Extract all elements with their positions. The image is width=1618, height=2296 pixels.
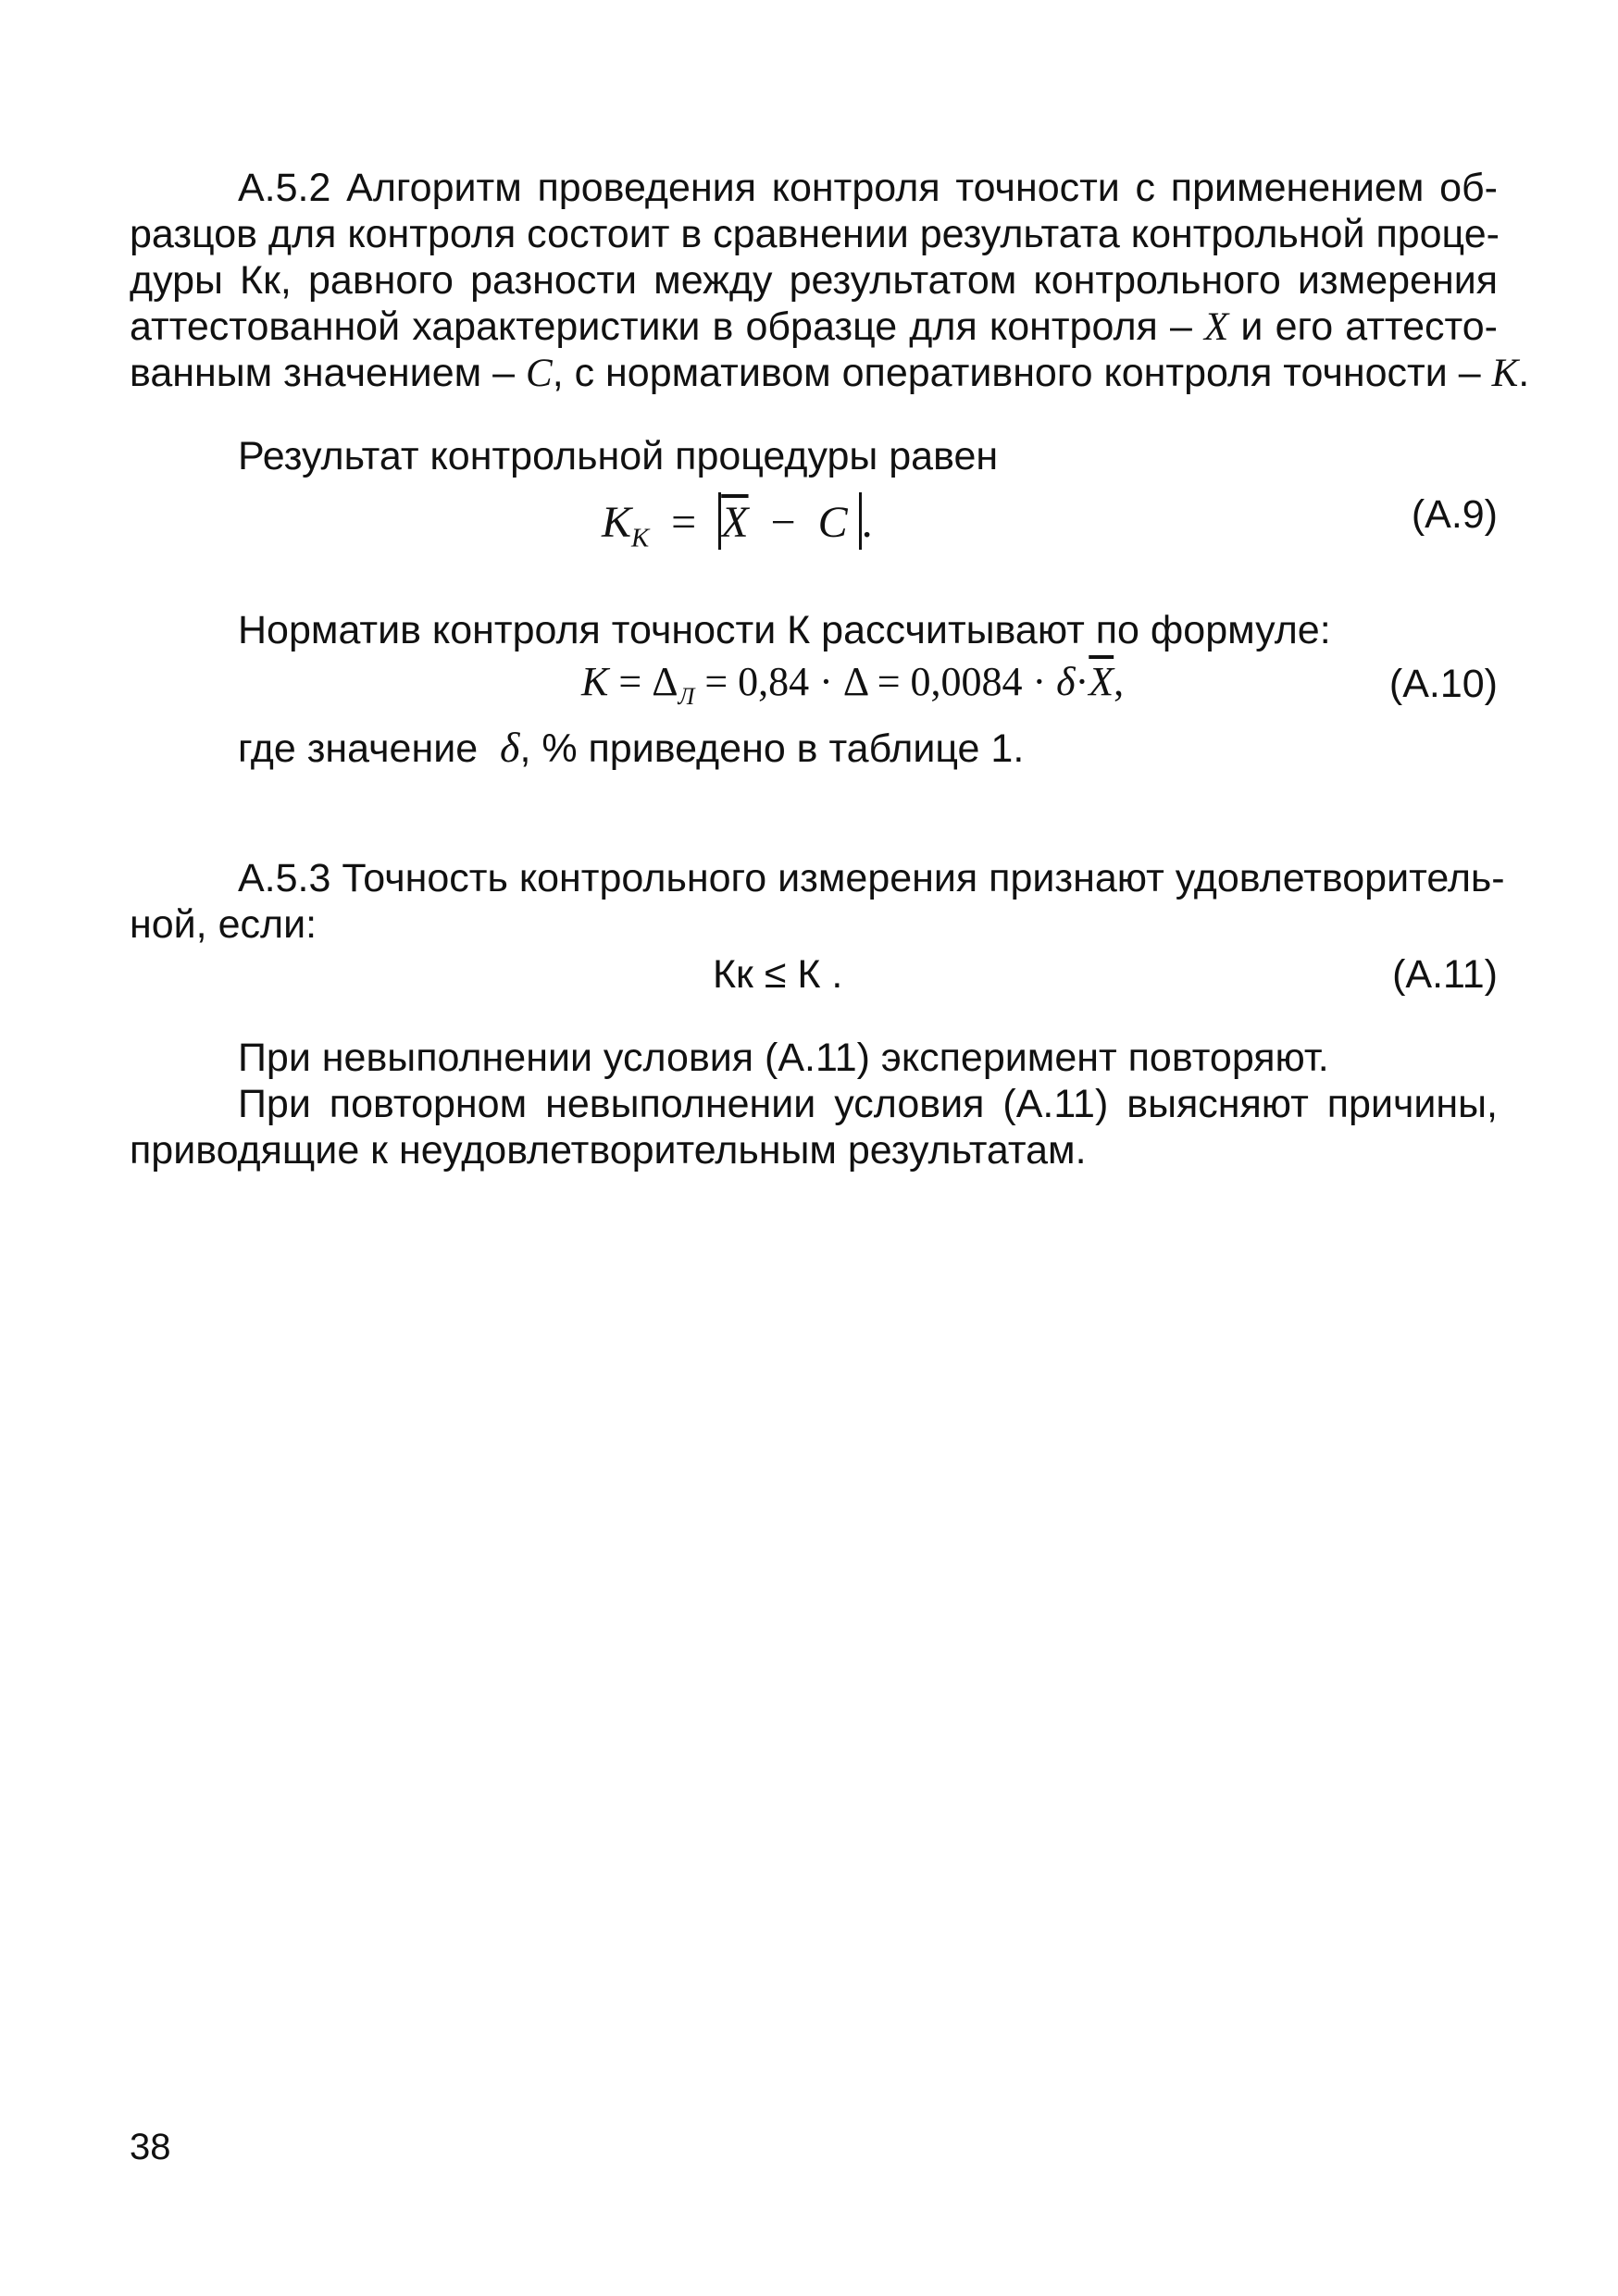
variable-delta: δ <box>500 724 520 771</box>
variable-x: X <box>1204 305 1229 349</box>
formula-a9-lhs-sub: К <box>631 523 650 553</box>
text-segment: , с нормативом оперативного контроля точности – <box>552 351 1481 395</box>
paragraph-a52-line-3: дуры Кк, равного разности между результатом контрольного измерения <box>130 258 1498 303</box>
repeat-text: При невыполнении условия (А.11) эксперимент повторяют. <box>238 1036 1329 1080</box>
equation-number-a9: (А.9) <box>1411 492 1498 537</box>
paragraph-a53-line-2: ной, если: <box>130 902 317 947</box>
repeat-text-2-line-1: При повторном невыполнении условия (А.11) выясняют причины, <box>238 1082 1498 1126</box>
paragraph-a52-line-5 <box>130 351 1530 395</box>
formula-a10-end: , <box>1114 659 1125 704</box>
text-segment: и его аттесто- <box>1240 304 1499 349</box>
formula-a10-delta-l: Δ <box>652 659 678 704</box>
paragraph-a52-line-2: разцов для контроля состоит в сравнении результата контрольной проце- <box>130 212 1500 256</box>
formula-a11: Кк ≤ К . <box>713 952 843 997</box>
formula-a9 <box>602 492 873 552</box>
text-segment: . <box>1518 351 1530 395</box>
text-segment: аттестованной характеристики в образце для контроля – <box>130 304 1192 349</box>
paragraph-a52-line-4 <box>130 304 1499 349</box>
paragraph-a53-line-1: А.5.3 Точность контрольного измерения признают удовлетворитель- <box>238 856 1505 900</box>
repeat-text-2-line-2: приводящие к неудовлетворительным результатам. <box>130 1128 1087 1173</box>
where-text <box>238 726 1024 769</box>
formula-a10-dot: · <box>1075 659 1089 704</box>
formula-a10-delta-l-sub: Л <box>678 681 695 710</box>
formula-a10-eq1: = <box>618 659 642 704</box>
result-text: Результат контрольной процедуры равен <box>238 434 999 478</box>
formula-a9-x-mean: $\overline{X}$ <box>721 498 749 547</box>
formula-a9-minus: − <box>770 498 796 547</box>
paragraph-a52-line-1: А.5.2 Алгоритм проведения контроля точности с применением об- <box>238 166 1498 210</box>
text-segment: где значение <box>238 726 479 771</box>
formula-a10 <box>581 659 1125 710</box>
variable-k: K <box>1491 352 1519 395</box>
formula-a9-lhs: K <box>602 498 632 547</box>
equation-number-a11: (А.11) <box>1392 952 1498 997</box>
formula-a10-rest: = 0,84 · Δ = 0,0084 · <box>704 659 1047 704</box>
formula-a9-end: . <box>861 498 873 547</box>
equation-number-a10: (А.10) <box>1388 662 1498 706</box>
formula-a9-equals: = <box>671 498 697 547</box>
formula-a10-k: K <box>581 659 609 704</box>
formula-a10-delta: δ <box>1056 659 1076 704</box>
text-segment: ванным значением – <box>130 351 516 395</box>
formula-a10-x-mean: $\overline{X}$ <box>1089 659 1114 704</box>
text-segment: , % приведено в таблице 1. <box>519 726 1025 771</box>
norm-text: Норматив контроля точности К рассчитывают по формуле: <box>238 608 1331 652</box>
formula-a9-c: C <box>817 498 848 547</box>
variable-c: C <box>526 352 553 395</box>
page-number: 38 <box>130 2127 171 2167</box>
